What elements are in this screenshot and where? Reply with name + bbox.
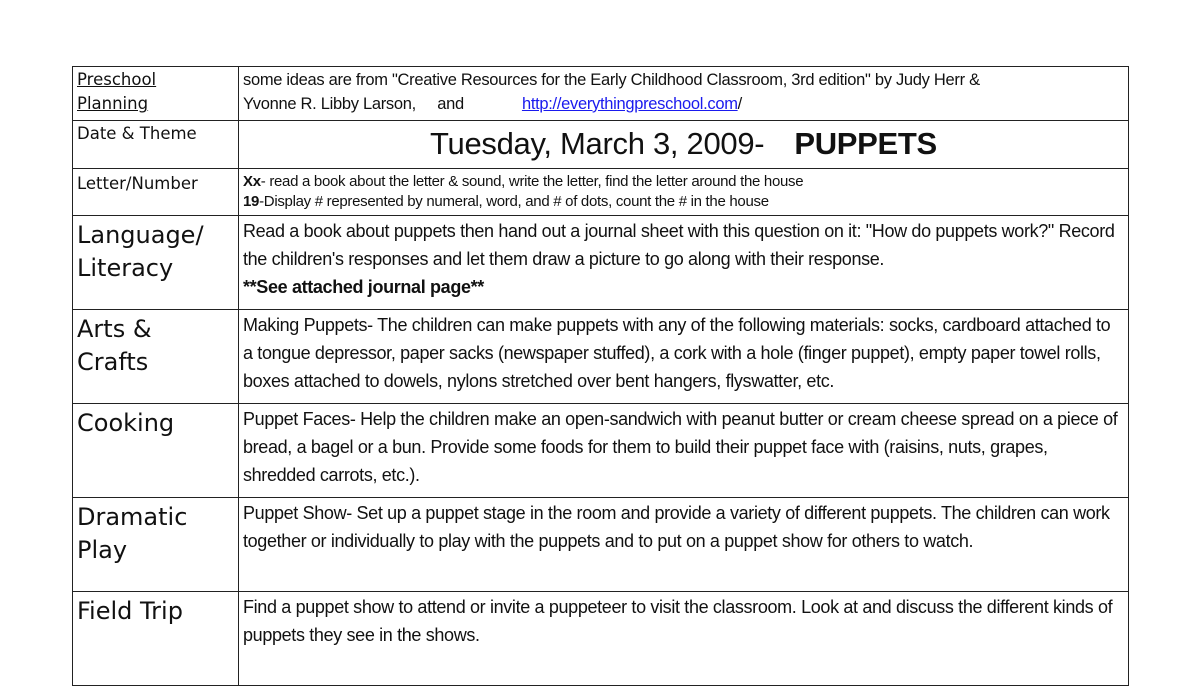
row-arts-crafts xyxy=(73,310,1129,404)
header-row xyxy=(73,67,1129,121)
date-text: Tuesday, March 3, 2009- xyxy=(430,126,765,161)
letter-text: - read a book about the letter & sound, write the letter, find the letter around the house xyxy=(260,173,804,190)
credit-text: Yvonne R. Libby Larson, and xyxy=(243,95,464,113)
letter: Xx xyxy=(243,173,261,190)
row-label: Dramatic Play xyxy=(73,498,239,592)
row-text: Puppet Show- Set up a puppet stage in the room and provide a variety of different puppets. The children can work together or individually to play with the puppets and to put on a puppet show for others to watch. xyxy=(239,498,1129,592)
row-text: Find a puppet show to attend or invite a puppeteer to visit the classroom. Look at and discuss the different kinds of puppets they see in the shows. xyxy=(239,592,1129,686)
theme-text: PUPPETS xyxy=(794,126,937,161)
row-label: Field Trip xyxy=(73,592,239,686)
row-language-literacy xyxy=(73,216,1129,310)
row-label: Arts & Crafts xyxy=(73,310,239,404)
website-link[interactable]: http://everythingpreschool.com xyxy=(521,95,738,113)
row-text: Making Puppets- The children can make puppets with any of the following materials: socks, cardboard attached to a tongue depressor, paper sacks (newspaper stuffed), a cork with a hole (finger puppet), empty paper towel rolls, boxes attached to dowels, nylons stretched over bent hangers, flyswatter, etc. xyxy=(239,310,1129,404)
row-label: Language/ Literacy xyxy=(73,216,239,310)
number-text: -Display # represented by numeral, word, and # of dots, count the # in the house xyxy=(259,193,769,210)
row-text: Read a book about puppets then hand out a journal sheet with this question on it: "How do puppets work?" Record the children's responses and let them draw a picture to go along with their response. **See attached journal page** xyxy=(239,216,1129,310)
row-label: Cooking xyxy=(73,404,239,498)
date-row xyxy=(73,121,1129,169)
row-cooking xyxy=(73,404,1129,498)
date-label: Date & Theme xyxy=(73,121,239,169)
number: 19 xyxy=(243,193,260,210)
header-label xyxy=(73,67,239,121)
letter-cell xyxy=(239,169,1129,216)
letter-label: Letter/Number xyxy=(73,169,239,216)
link-suffix: / xyxy=(737,95,742,113)
credit-cell xyxy=(239,67,1129,121)
planning-table xyxy=(72,66,1129,686)
label-line: Preschool xyxy=(77,70,157,89)
bold-note: **See attached journal page** xyxy=(243,277,484,297)
credit-text: some ideas are from "Creative Resources for the Early Childhood Classroom, 3rd edition" by Judy Herr & xyxy=(243,71,980,89)
row-text: Puppet Faces- Help the children make an open-sandwich with peanut butter or cream cheese spread on a piece of bread, a bagel or a bun. Provide some foods for them to build their puppet face with (raisins, nuts, grapes, shredded carrots, etc.). xyxy=(239,404,1129,498)
row-field-trip xyxy=(73,592,1129,686)
label-line: Planning xyxy=(77,94,149,113)
date-theme-cell xyxy=(239,121,1129,169)
letter-row xyxy=(73,169,1129,216)
row-dramatic-play xyxy=(73,498,1129,592)
